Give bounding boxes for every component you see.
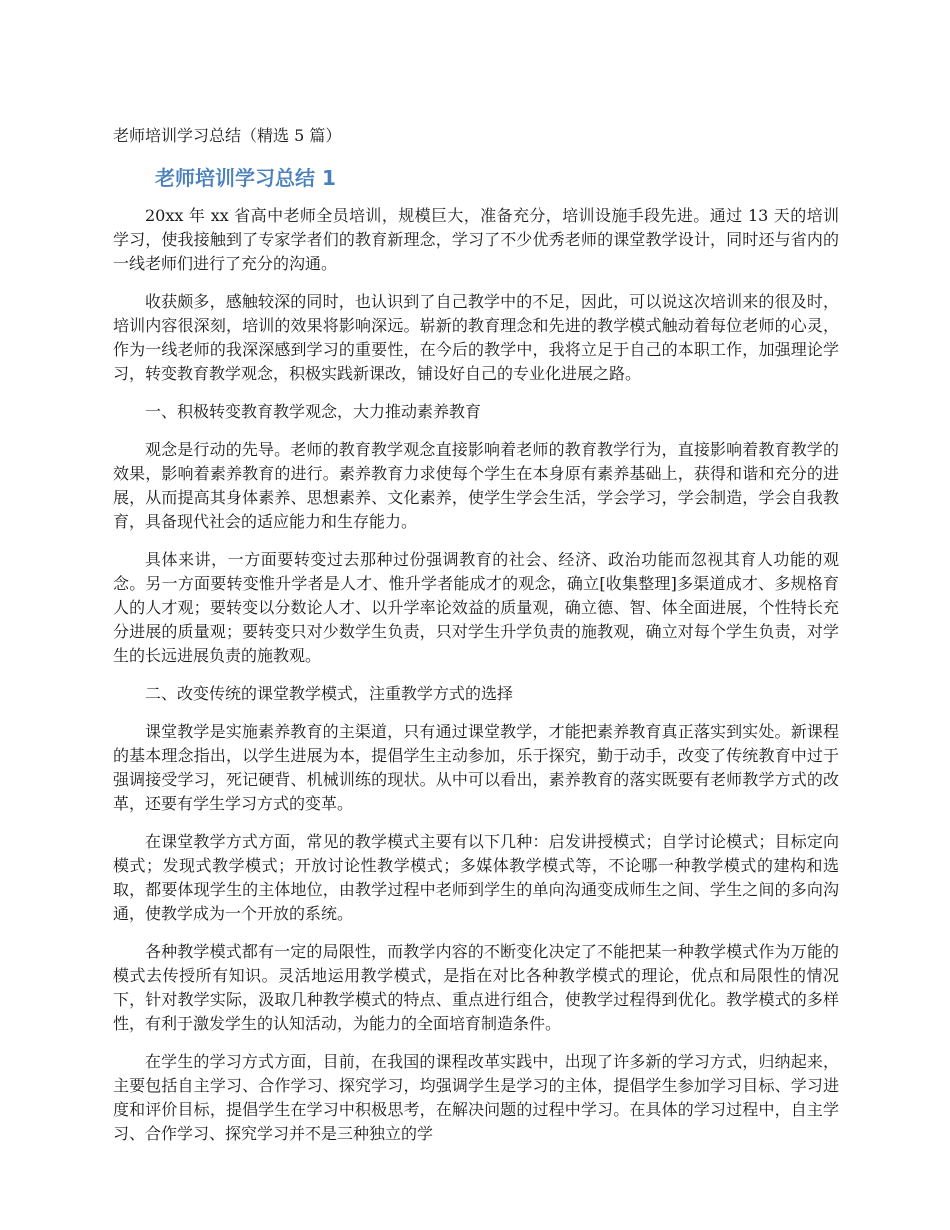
document-body [113, 204, 839, 1160]
paragraph-6: 在课堂教学方式方面，常见的教学模式主要有以下几种：启发讲授模式；自学讨论模式；目标定向模式；发现式教学模式；开放讨论性教学模式；多媒体教学模式等，不论哪一种教学模式的建构和选取，都要体现学生的主体地位，由教学过程中老师到学生的单向沟通变成师生之间、学生之间的多向沟通，使教学成为一个开放的系统。 [113, 832, 839, 923]
subheading-1: 一、积极转变教育教学观念，大力推动素养教育 [145, 402, 482, 421]
document-title: 老师培训学习总结（精选 5 篇） [113, 126, 342, 145]
paragraph-1: 20xx 年 xx 省高中老师全员培训，规模巨大，准备充分，培训设施手段先进。通过 13 天的培训学习，使我接触到了专家学者们的教育新理念，学习了不少优秀老师的课堂教学设计，同时还与省内的一线老师们进行了充分的沟通。 [113, 206, 839, 273]
subheading-2: 二、改变传统的课堂教学模式，注重教学方式的选择 [145, 684, 514, 703]
paragraph-3: 观念是行动的先导。老师的教育教学观念直接影响着老师的教育教学行为，直接影响着教育教学的效果，影响着素养教育的进行。素养教育力求使每个学生在本身原有素养基础上，获得和谐和充分的进展，从而提高其身体素养、思想素养、文化素养，使学生学会生活，学会学习，学会制造，学会自我教育，具备现代社会的适应能力和生存能力。 [113, 440, 839, 531]
paragraph-7: 各种教学模式都有一定的局限性，而教学内容的不断变化决定了不能把某一种教学模式作为万能的模式去传授所有知识。灵活地运用教学模式，是指在对比各种教学模式的理论，优点和局限性的情况下，针对教学实际，汲取几种教学模式的特点、重点进行组合，使教学过程得到优化。教学模式的多样性，有利于激发学生的认知活动，为能力的全面培育制造条件。 [113, 942, 839, 1033]
paragraph-5: 课堂教学是实施素养教育的主渠道，只有通过课堂教学，才能把素养教育真正落实到实处。新课程的基本理念指出，以学生进展为本，提倡学生主动参加，乐于探究，勤于动手，改变了传统教育中过于强调接受学习，死记硬背、机械训练的现状。从中可以看出，素养教育的落实既要有老师教学方式的改革，还要有学生学习方式的变革。 [113, 722, 839, 813]
paragraph-2: 收获颇多，感触较深的同时，也认识到了自己教学中的不足，因此，可以说这次培训来的很及时，培训内容很深刻，培训的效果将影响深远。崭新的教育理念和先进的教学模式触动着每位老师的心灵，作为一线老师的我深深感到学习的重要性，在今后的教学中，我将立足于自己的本职工作，加强理论学习，转变教育教学观念，积极实践新课改，铺设好自己的专业化进展之路。 [113, 292, 839, 383]
section-title: 老师培训学习总结 1 [155, 166, 336, 190]
paragraph-8: 在学生的学习方式方面，目前，在我国的课程改革实践中，出现了许多新的学习方式，归纳起来，主要包括自主学习、合作学习、探究学习，均强调学生是学习的主体，提倡学生参加学习目标、学习进度和评价目标，提倡学生在学习中积极思考，在解决问题的过程中学习。在具体的学习过程中，自主学习、合作学习、探究学习并不是三种独立的学 [113, 1052, 839, 1143]
paragraph-4: 具体来讲，一方面要转变过去那种过份强调教育的社会、经济、政治功能而忽视其育人功能的观念。另一方面要转变惟升学者是人才、惟升学者能成才的观念，确立[收集整理]多渠道成才、多规格育人的人才观；要转变以分数论人才、以升学率论效益的质量观，确立德、智、体全面进展，个性特长充分进展的质量观；要转变只对少数学生负责，只对学生升学负责的施教观，确立对每个学生负责，对学生的长远进展负责的施教观。 [113, 550, 839, 665]
